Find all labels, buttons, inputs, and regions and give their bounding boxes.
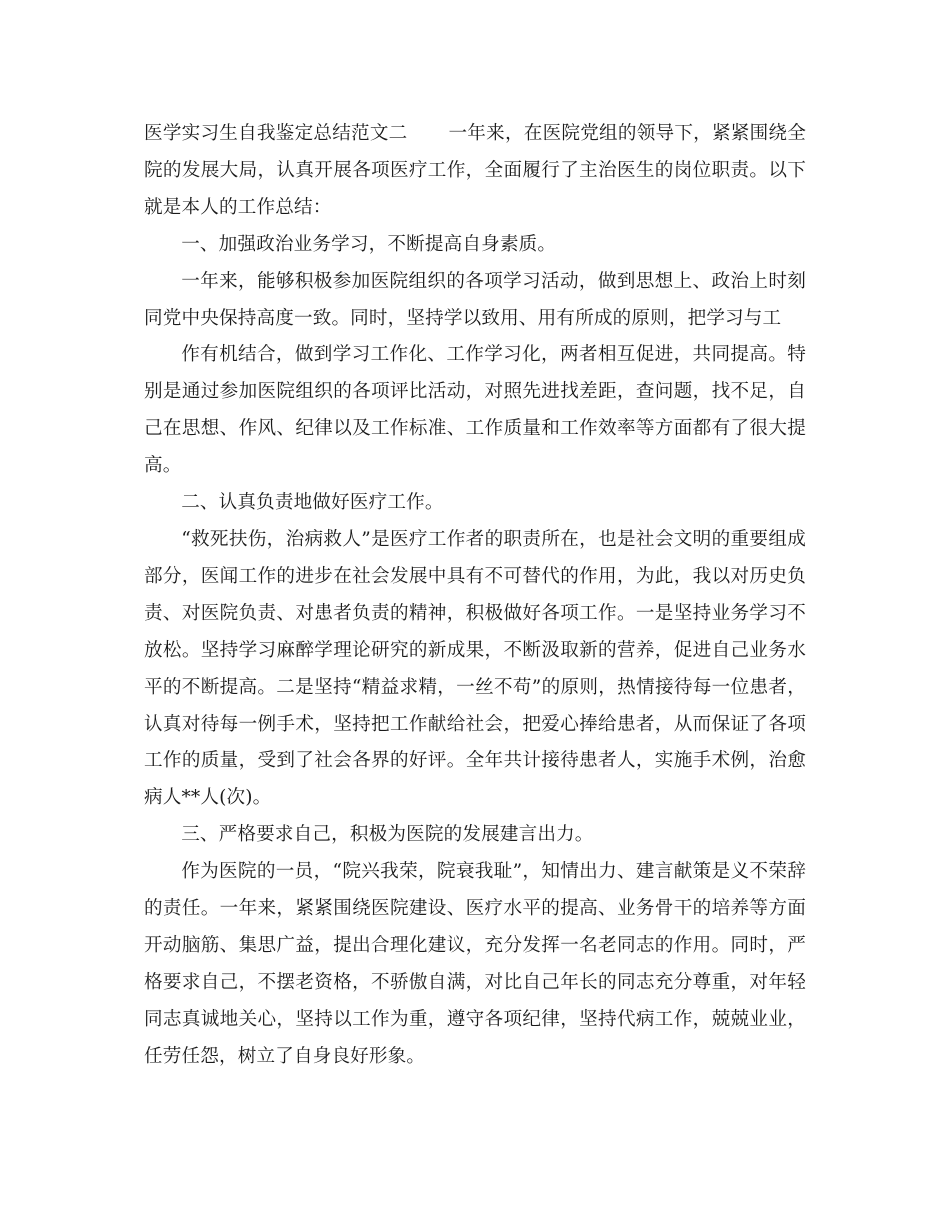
intro-paragraph	[144, 116, 806, 227]
body-paragraph-4: 作为医院的一员，“院兴我荣，院衰我耻”，知情出力、建言献策是义不荣辞的责任。一年来，紧紧围绕医院建设、医疗水平的提高、业务骨干的培养等方面开动脑筋、集思广益，提出合理化建议，充分发挥一名老同志的作用。同时，严格要求自己，不摆老资格，不骄傲自满，对比自己年长的同志充分尊重，对年轻同志真诚地关心，坚持以工作为重，遵守各项纪律，坚持代病工作，兢兢业业，任劳任怨，树立了自身良好形象。	[144, 861, 806, 1067]
document-title: 医学实习生自我鉴定总结范文二	[144, 123, 408, 144]
body-paragraph-3: “救死扶伤，治病救人”是医疗工作者的职责所在，也是社会文明的重要组成部分，医闻工作的进步在社会发展中具有不可替代的作用，为此，我以对历史负责、对医院负责、对患者负责的精神，积极做好各项工作。一是坚持业务学习不放松。坚持学习麻醉学理论研究的新成果，不断汲取新的营养，促进自己业务水平的不断提高。二是坚持“精益求精，一丝不苟”的原则，热情接待每一位患者，认真对待每一例手术，坚持把工作献给社会，把爱心捧给患者，从而保证了各项工作的质量，受到了社会各界的好评。全年共计接待患者人，实施手术例，治愈病人**人(次)。	[144, 528, 806, 809]
body-paragraph-2: 作有机结合，做到学习工作化、工作学习化，两者相互促进，共同提高。特别是通过参加医院组织的各项评比活动，对照先进找差距，查问题，找不足，自己在思想、作风、纪律以及工作标准、工作质量和工作效率等方面都有了很大提高。	[144, 344, 806, 477]
intro-body: 一年来，在医院党组的领导下，紧紧围绕全院的发展大局，认真开展各项医疗工作，全面履行了主治医生的岗位职责。以下就是本人的工作总结：	[144, 123, 806, 218]
document-page	[144, 116, 806, 1076]
section-heading-1: 一、加强政治业务学习，不断提高自身素质。	[181, 233, 557, 255]
body-paragraph-1: 一年来，能够积极参加医院组织的各项学习活动，做到思想上、政治上时刻同党中央保持高度一致。同时，坚持学以致用、用有所成的原则，把学习与工	[144, 270, 806, 329]
section-heading-3: 三、严格要求自己，积极为医院的发展建言出力。	[181, 824, 594, 846]
section-heading-2: 二、认真负责地做好医疗工作。	[181, 492, 444, 514]
